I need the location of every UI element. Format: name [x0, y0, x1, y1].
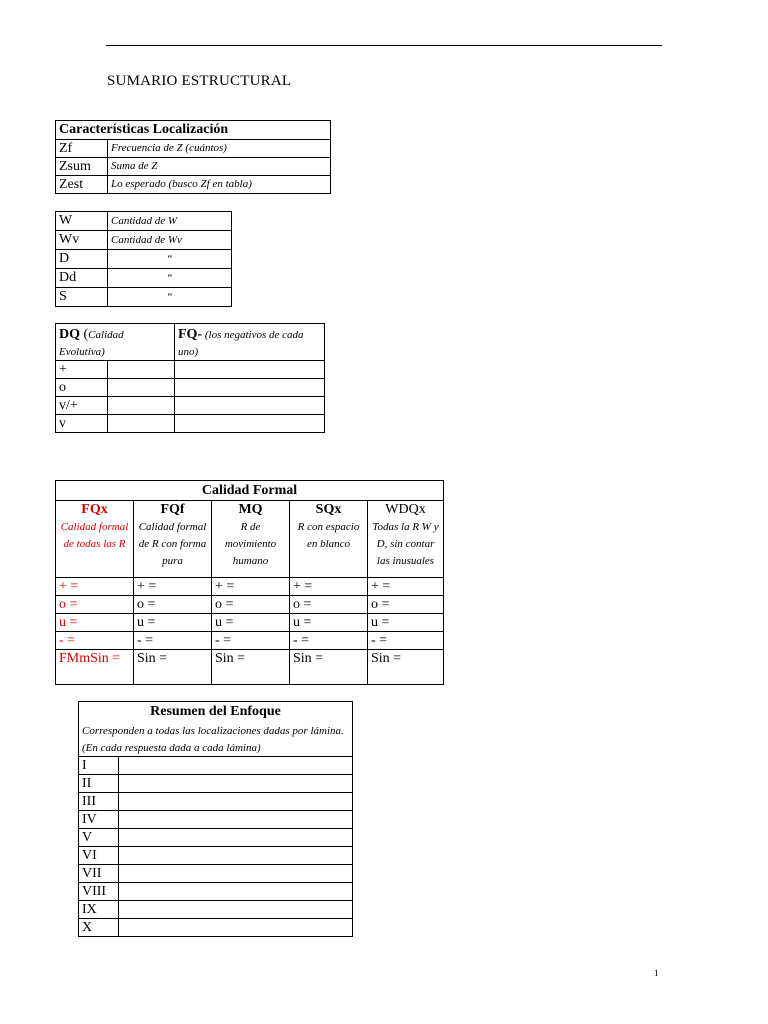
column-desc: Calidad formal de R con forma pura — [138, 521, 207, 567]
lamina-label: VIII — [79, 883, 119, 901]
table-cell: u = — [56, 614, 134, 632]
column-desc: R con espacio en blanco — [297, 521, 360, 550]
table-cell: + = — [368, 578, 444, 596]
row-code: v/+ — [56, 397, 108, 415]
table-row — [79, 919, 353, 937]
lamina-label: III — [79, 793, 119, 811]
column-desc: Calidad formal de todas las R — [60, 521, 129, 550]
dq-desc: Calidad Evolutiva) — [59, 329, 124, 358]
table-row — [79, 793, 353, 811]
row-desc: Lo esperado (busco Zf en tabla) — [108, 176, 331, 194]
table-row — [79, 811, 353, 829]
row-code: + — [56, 361, 108, 379]
table-cell: - = — [56, 632, 134, 650]
lamina-label: VII — [79, 865, 119, 883]
calidad-formal-title: Calidad Formal — [56, 481, 444, 501]
table-cell: Sin = — [368, 650, 444, 685]
table-cell: + = — [290, 578, 368, 596]
dq-open: ( — [80, 327, 89, 342]
resumen-header — [79, 702, 353, 757]
row-desc: Suma de Z — [108, 158, 331, 176]
table-row — [56, 176, 331, 194]
fq-desc: (los negativos de cada uno) — [178, 329, 304, 358]
table-row — [79, 847, 353, 865]
row-desc: Frecuencia de Z (cuántos) — [108, 140, 331, 158]
table-row — [56, 231, 232, 250]
table-row — [56, 250, 232, 269]
table-cell: u = — [212, 614, 290, 632]
table-cell: - = — [134, 632, 212, 650]
table-cell: Sin = — [290, 650, 368, 685]
table-row — [56, 212, 232, 231]
column-code: WDQx — [385, 502, 426, 517]
table-cell: - = — [368, 632, 444, 650]
table-row — [56, 650, 444, 685]
table-row — [56, 596, 444, 614]
table-row — [56, 578, 444, 596]
table-cell: o = — [56, 596, 134, 614]
lamina-label: V — [79, 829, 119, 847]
column-code: FQx — [81, 502, 108, 517]
table-cell: + = — [212, 578, 290, 596]
row-desc: “ — [108, 288, 232, 307]
column-header — [290, 501, 368, 578]
table-row — [79, 775, 353, 793]
table-row — [56, 158, 331, 176]
table-row — [79, 865, 353, 883]
table-row — [79, 757, 353, 775]
table-row — [56, 361, 325, 379]
fq-header — [175, 324, 325, 361]
row-desc: Cantidad de Wv — [108, 231, 232, 250]
lamina-label: X — [79, 919, 119, 937]
table-cell: Sin = — [134, 650, 212, 685]
resumen-table — [78, 701, 353, 937]
table-cell: u = — [290, 614, 368, 632]
table-row — [56, 415, 325, 433]
row-desc: “ — [108, 269, 232, 288]
table-row — [56, 288, 232, 307]
table-row — [56, 269, 232, 288]
table-cell: + = — [134, 578, 212, 596]
page-number: 1 — [654, 968, 659, 978]
row-code: S — [56, 288, 108, 307]
column-header — [56, 501, 134, 578]
row-code: Dd — [56, 269, 108, 288]
column-code: MQ — [238, 502, 263, 517]
dq-header — [56, 324, 175, 361]
column-code: SQx — [315, 502, 342, 517]
lamina-label: IV — [79, 811, 119, 829]
table-cell: u = — [368, 614, 444, 632]
localizacion-table — [55, 120, 331, 194]
table-cell: o = — [290, 596, 368, 614]
table-row — [79, 901, 353, 919]
row-code: D — [56, 250, 108, 269]
table-row — [79, 883, 353, 901]
table-row — [56, 379, 325, 397]
column-desc: R de movimiento humano — [224, 521, 277, 567]
table-row — [79, 829, 353, 847]
table-cell: + = — [56, 578, 134, 596]
fq-code: FQ- — [178, 327, 203, 342]
row-code: W — [56, 212, 108, 231]
lamina-label: VI — [79, 847, 119, 865]
column-header — [134, 501, 212, 578]
resumen-subtitle: Corresponden a todas las localizaciones dadas por lámina. (En cada respuesta dada a cada lámina) — [82, 725, 344, 754]
table-cell: o = — [212, 596, 290, 614]
table-cell: o = — [368, 596, 444, 614]
calidad-formal-table — [55, 480, 444, 685]
cantidades-table — [55, 211, 232, 307]
top-rule — [106, 45, 662, 46]
table-cell: Sin = — [212, 650, 290, 685]
lamina-label: II — [79, 775, 119, 793]
dq-code: DQ — [59, 327, 80, 342]
column-desc: Todas la R W y D, sin contar las inusuales — [372, 521, 439, 567]
table-row — [56, 140, 331, 158]
lamina-label: I — [79, 757, 119, 775]
row-desc: “ — [108, 250, 232, 269]
row-code: Wv — [56, 231, 108, 250]
document-title: SUMARIO ESTRUCTURAL — [107, 73, 292, 89]
table-cell: o = — [134, 596, 212, 614]
table-row — [56, 632, 444, 650]
row-code: Zest — [56, 176, 108, 194]
table-cell: FMmSin = — [56, 650, 134, 685]
table-cell: - = — [290, 632, 368, 650]
row-desc: Cantidad de W — [108, 212, 232, 231]
lamina-label: IX — [79, 901, 119, 919]
table-row — [56, 397, 325, 415]
row-code: o — [56, 379, 108, 397]
table-row — [56, 614, 444, 632]
row-code: Zf — [56, 140, 108, 158]
table-cell: u = — [134, 614, 212, 632]
column-header — [368, 501, 444, 578]
resumen-title: Resumen del Enfoque — [150, 704, 281, 719]
column-code: FQf — [160, 502, 185, 517]
column-header — [212, 501, 290, 578]
localizacion-header: Características Localización — [56, 121, 331, 140]
row-code: v — [56, 415, 108, 433]
table-cell: - = — [212, 632, 290, 650]
dq-table — [55, 323, 325, 433]
row-code: Zsum — [56, 158, 108, 176]
